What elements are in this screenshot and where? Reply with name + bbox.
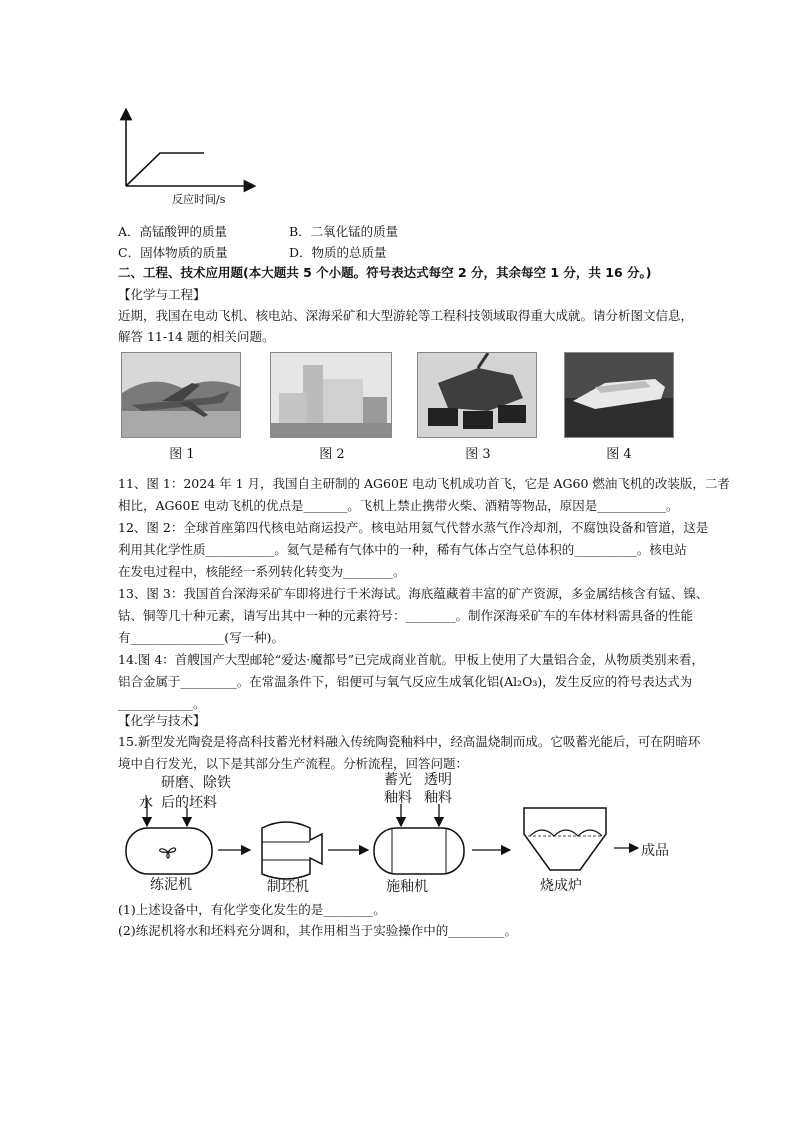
figure-1-caption: 图 1 (169, 447, 195, 462)
q12-line-1: 12、图 2：全球首座第四代核电站商运投产。核电站用氦气代替水蒸气作冷却剂，不腐蚀设备和管道，这是 (118, 520, 709, 535)
flow-label-water: 水 (139, 795, 153, 811)
figure-3-caption: 图 3 (465, 447, 491, 462)
q15-sub-1: (1)上述设备中，有化学变化发生的是________。 (118, 902, 386, 917)
option-c: C．固体物质的质量 (118, 245, 228, 260)
q15-line-2: 境中自行发光，以下是其部分生产流程。分析流程，回答问题： (118, 756, 469, 771)
q14-line-1: 14.图 4：首艘国产大型邮轮“爱达·魔都号”已完成商业首航。甲板上使用了大量铝合金，从物质类别来看， (118, 652, 705, 667)
flow-label-product: 成品 (641, 843, 669, 859)
q14-line-2: 铝合金属于_________。在常温条件下，铝便可与氧气反应生成氧化铝(Al₂O₃)，发生反应的符号表达式为 (118, 674, 693, 689)
option-d: D．物质的总质量 (289, 245, 387, 260)
option-a: A．高锰酸钾的质量 (118, 224, 228, 239)
intro-line-2: 解答 11-14 题的相关问题。 (118, 329, 275, 344)
q13-line-3: 有_______________(写一种)。 (118, 630, 285, 645)
intro-line-1: 近期，我国在电动飞机、核电站、深海采矿和大型游轮等工程科技领域取得重大成就。请分析图文信息， (118, 308, 694, 323)
graph-xlabel: 反应时间/s (172, 193, 226, 206)
flow-label-blank-maker: 制坯机 (267, 879, 309, 895)
figure-2-caption: 图 2 (319, 447, 345, 462)
flow-label-clay-1: 研磨、除铁 (161, 775, 231, 791)
q12-line-3: 在发电过程中，核能经一系列转化转变为________。 (118, 564, 406, 579)
subsection-title-technology: 【化学与技术】 (118, 713, 206, 728)
subsection-title-engineering: 【化学与工程】 (118, 287, 206, 302)
figure-4-caption: 图 4 (606, 447, 632, 462)
q15-line-1: 15.新型发光陶瓷是将高科技蓄光材料融入传统陶瓷釉料中，经高温烧制而成。它吸蓄光能后，可在阴暗环 (118, 734, 701, 749)
flow-label-glaze2-2: 釉料 (424, 790, 452, 806)
photo-electric-plane (121, 352, 241, 438)
photo-deep-sea-miner (417, 352, 537, 438)
machine-glazing (374, 828, 464, 874)
flow-label-kiln: 烧成炉 (540, 878, 582, 894)
photo-cruise-ship (564, 352, 674, 438)
q11-line-2: 相比，AG60E 电动飞机的优点是_______。飞机上禁止携带火柴、酒精等物品，原因是___________。 (118, 498, 679, 513)
flow-label-glazing: 施釉机 (386, 879, 428, 895)
flow-label-glaze1-2: 釉料 (384, 790, 412, 806)
flow-label-glaze1-1: 蓄光 (384, 772, 412, 788)
q15-sub-2: (2)练泥机将水和坯料充分调和，其作用相当于实验操作中的_________。 (118, 923, 517, 938)
machine-blank-maker (262, 822, 322, 879)
machine-kiln (524, 808, 606, 870)
q13-line-1: 13、图 3：我国首台深海采矿车即将进行千米海试。海底蕴藏着丰富的矿产资源，多金属结核含有锰、镍、 (118, 586, 709, 601)
q13-line-2: 钴、铜等几十种元素，请写出其中一种的元素符号：________。制作深海采矿车的车体材料需具备的性能 (118, 608, 694, 623)
flow-label-clay-2: 后的坯料 (161, 795, 217, 811)
photo-nuclear-plant (270, 352, 392, 438)
option-b: B．二氧化锰的质量 (289, 224, 399, 239)
section-title: 二、工程、技术应用题(本大题共 5 个小题。符号表达式每空 2 分，其余每空 1 分，共 16 分。) (118, 265, 652, 280)
q11-line-1: 11、图 1：2024 年 1 月，我国自主研制的 AG60E 电动飞机成功首飞，它是 AG60 燃油飞机的改装版，二者 (118, 476, 730, 491)
q12-line-2: 利用其化学性质___________。氦气是稀有气体中的一种，稀有气体占空气总体积的__________。核电站 (118, 542, 687, 557)
flow-label-glaze2-1: 透明 (424, 772, 452, 788)
flow-label-mud-mixer: 练泥机 (150, 877, 192, 893)
q14-line-3: ____________。 (118, 696, 206, 711)
graph-curve (126, 153, 204, 186)
